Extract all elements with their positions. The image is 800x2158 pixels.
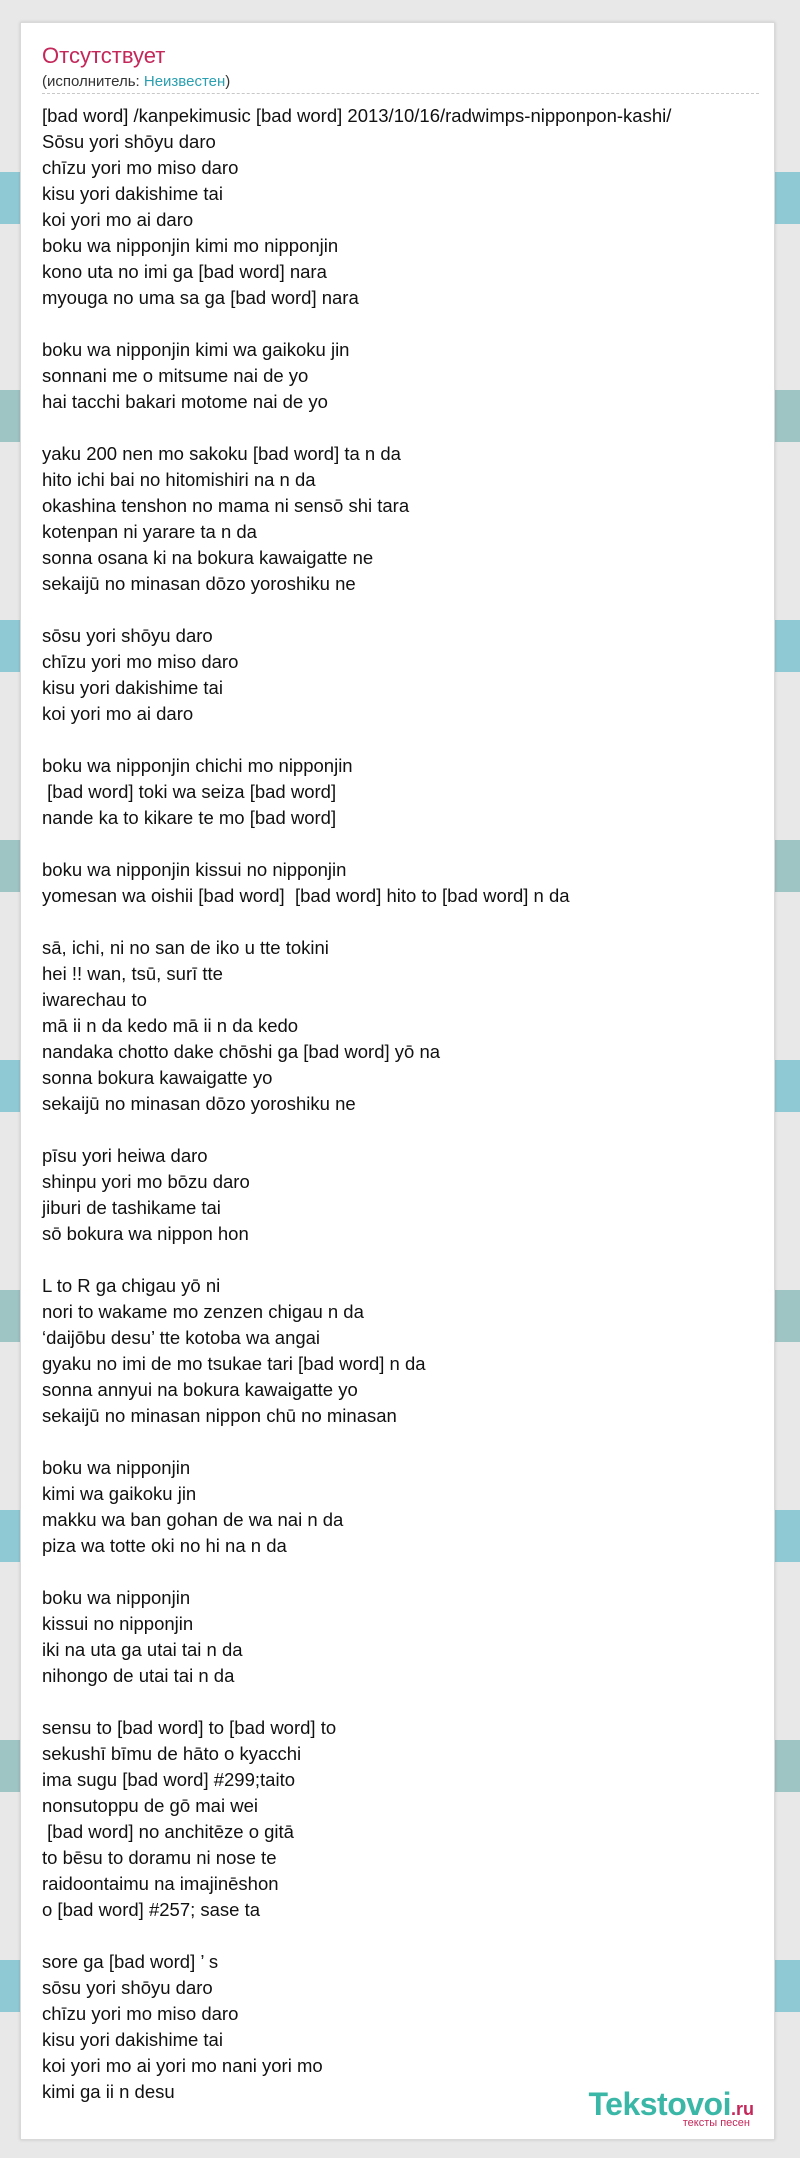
- lyrics-text: [42, 103, 762, 2105]
- lyrics-line: sekaijū no minasan nippon chū no minasan: [42, 1405, 397, 1426]
- lyrics-line: ‘daijōbu desu’ tte kotoba wa angai: [42, 1327, 321, 1348]
- lyrics-line: sekaijū no minasan dōzo yoroshiku ne: [42, 573, 356, 594]
- lyrics-card: [20, 22, 775, 2140]
- lyrics-line: kissui no nipponjin: [42, 1613, 194, 1634]
- lyrics-line: boku wa nipponjin kimi wa gaikoku jin: [42, 339, 350, 360]
- lyrics-line: boku wa nipponjin: [42, 1457, 191, 1478]
- lyrics-blank-line: [42, 1429, 762, 1455]
- lyrics-blank-line: [42, 1559, 762, 1585]
- lyrics-line: koi yori mo ai daro: [42, 209, 194, 230]
- lyrics-line: boku wa nipponjin kimi mo nipponjin: [42, 235, 339, 256]
- lyrics-line: myouga no uma sa ga [bad word] nara: [42, 287, 359, 308]
- lyrics-line: kotenpan ni yarare ta n da: [42, 521, 257, 542]
- lyrics-line: hei !! wan, tsū, surī tte: [42, 963, 223, 984]
- lyrics-blank-line: [42, 727, 762, 753]
- lyrics-blank-line: [42, 597, 762, 623]
- lyrics-line: sonna bokura kawaigatte yo: [42, 1067, 273, 1088]
- logo-tld: .ru: [730, 2099, 754, 2119]
- lyrics-line: hito ichi bai no hitomishiri na n da: [42, 469, 316, 490]
- lyrics-line: yomesan wa oishii [bad word] [bad word] hito to [bad word] n da: [42, 885, 570, 906]
- lyrics-line: sōsu yori shōyu daro: [42, 625, 213, 646]
- lyrics-line: kimi ga ii n desu: [42, 2081, 175, 2102]
- site-logo[interactable]: [588, 2086, 754, 2129]
- lyrics-line: boku wa nipponjin: [42, 1587, 191, 1608]
- lyrics-blank-line: [42, 1247, 762, 1273]
- lyrics-blank-line: [42, 1689, 762, 1715]
- lyrics-line: sonna osana ki na bokura kawaigatte ne: [42, 547, 374, 568]
- lyrics-line: nihongo de utai tai n da: [42, 1665, 235, 1686]
- artist-link[interactable]: Неизвестен: [143, 73, 226, 90]
- lyrics-line: okashina tenshon no mama ni sensō shi tara: [42, 495, 410, 516]
- lyrics-line: kisu yori dakishime tai: [42, 677, 223, 698]
- artist-suffix: ): [225, 73, 231, 90]
- lyrics-line: [bad word] toki wa seiza [bad word]: [42, 781, 337, 802]
- lyrics-line: sonna annyui na bokura kawaigatte yo: [42, 1379, 358, 1400]
- lyrics-line: mā ii n da kedo mā ii n da kedo: [42, 1015, 299, 1036]
- lyrics-line: ima sugu [bad word] #299;taito: [42, 1769, 295, 1790]
- lyrics-line: hai tacchi bakari motome nai de yo: [42, 391, 328, 412]
- lyrics-line: pīsu yori heiwa daro: [42, 1145, 208, 1166]
- lyrics-line: sā, ichi, ni no san de iko u tte tokini: [42, 937, 329, 958]
- lyrics-line: sonnani me o mitsume nai de yo: [42, 365, 309, 386]
- lyrics-blank-line: [42, 1117, 762, 1143]
- lyrics-line: koi yori mo ai yori mo nani yori mo: [42, 2055, 323, 2076]
- song-title: Отсутствует: [42, 43, 166, 68]
- lyrics-line: L to R ga chigau yō ni: [42, 1275, 221, 1296]
- lyrics-line: sore ga [bad word] ’ s: [42, 1951, 219, 1972]
- lyrics-line: koi yori mo ai daro: [42, 703, 194, 724]
- lyrics-line: gyaku no imi de mo tsukae tari [bad word] n da: [42, 1353, 426, 1374]
- lyrics-line: o [bad word] #257; sase ta: [42, 1899, 261, 1920]
- divider: [42, 93, 759, 94]
- lyrics-line: chīzu yori mo miso daro: [42, 651, 239, 672]
- lyrics-line: jiburi de tashikame tai: [42, 1197, 221, 1218]
- logo-tagline: тексты песен: [682, 2117, 750, 2129]
- lyrics-blank-line: [42, 831, 762, 857]
- lyrics-line: Sōsu yori shōyu daro: [42, 131, 216, 152]
- lyrics-line: nori to wakame mo zenzen chigau n da: [42, 1301, 364, 1322]
- logo-name: Tekstovoi: [588, 2086, 731, 2122]
- lyrics-line: yaku 200 nen mo sakoku [bad word] ta n da: [42, 443, 401, 464]
- lyrics-line: chīzu yori mo miso daro: [42, 157, 239, 178]
- lyrics-blank-line: [42, 415, 762, 441]
- lyrics-line: makku wa ban gohan de wa nai n da: [42, 1509, 344, 1530]
- lyrics-line: piza wa totte oki no hi na n da: [42, 1535, 287, 1556]
- lyrics-line: sō bokura wa nippon hon: [42, 1223, 249, 1244]
- lyrics-line: sensu to [bad word] to [bad word] to: [42, 1717, 337, 1738]
- lyrics-line: sōsu yori shōyu daro: [42, 1977, 213, 1998]
- lyrics-line: [bad word] /kanpekimusic [bad word] 2013/10/16/radwimps-nipponpon-kashi/: [42, 105, 672, 126]
- lyrics-blank-line: [42, 909, 762, 935]
- artist-prefix: (исполнитель:: [42, 73, 144, 90]
- lyrics-blank-line: [42, 1923, 762, 1949]
- lyrics-line: raidoontaimu na imajinēshon: [42, 1873, 279, 1894]
- lyrics-line: chīzu yori mo miso daro: [42, 2003, 239, 2024]
- lyrics-line: [bad word] no anchitēze o gitā: [42, 1821, 294, 1842]
- artist-line: [42, 73, 230, 90]
- lyrics-line: boku wa nipponjin chichi mo nipponjin: [42, 755, 353, 776]
- lyrics-line: kono uta no imi ga [bad word] nara: [42, 261, 327, 282]
- lyrics-line: nandaka chotto dake chōshi ga [bad word] yō na: [42, 1041, 441, 1062]
- lyrics-line: sekaijū no minasan dōzo yoroshiku ne: [42, 1093, 356, 1114]
- lyrics-blank-line: [42, 311, 762, 337]
- lyrics-line: boku wa nipponjin kissui no nipponjin: [42, 859, 347, 880]
- lyrics-line: kisu yori dakishime tai: [42, 2029, 223, 2050]
- lyrics-line: nande ka to kikare te mo [bad word]: [42, 807, 337, 828]
- lyrics-line: shinpu yori mo bōzu daro: [42, 1171, 250, 1192]
- lyrics-line: kimi wa gaikoku jin: [42, 1483, 197, 1504]
- lyrics-line: iki na uta ga utai tai n da: [42, 1639, 243, 1660]
- lyrics-line: iwarechau to: [42, 989, 147, 1010]
- lyrics-line: nonsutoppu de gō mai wei: [42, 1795, 258, 1816]
- lyrics-line: kisu yori dakishime tai: [42, 183, 223, 204]
- lyrics-line: sekushī bīmu de hāto o kyacchi: [42, 1743, 302, 1764]
- lyrics-line: to bēsu to doramu ni nose te: [42, 1847, 277, 1868]
